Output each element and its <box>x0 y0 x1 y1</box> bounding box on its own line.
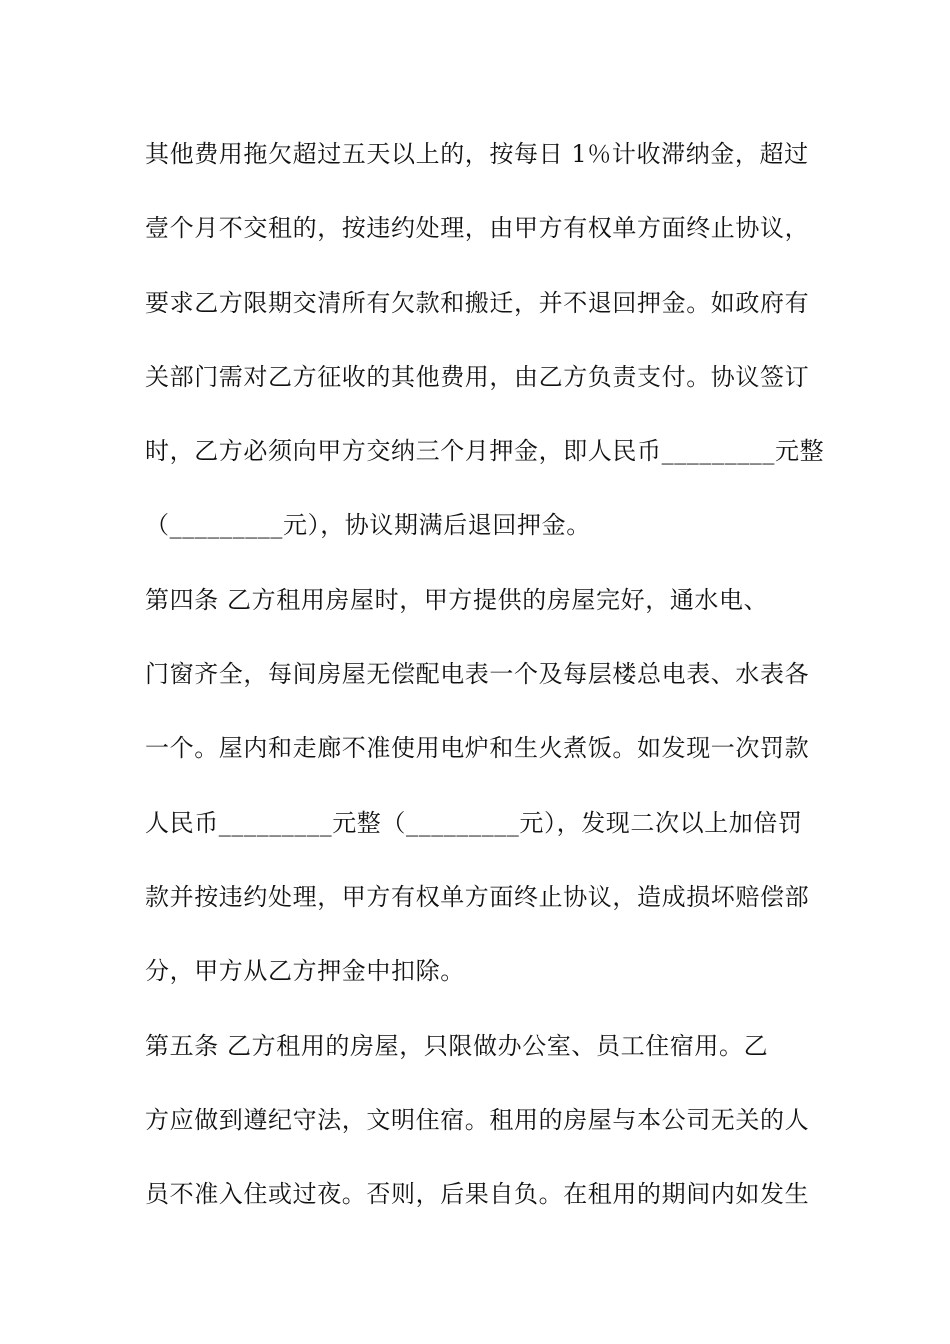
text-line-14: 方应做到遵纪守法，文明住宿。租用的房屋与本公司无关的人 <box>145 1105 810 1134</box>
text-line-3: 要求乙方限期交清所有欠款和搬迁，并不退回押金。如政府有 <box>145 288 810 317</box>
text-line-6: （_________元），协议期满后退回押金。 <box>145 511 591 540</box>
text-line-12: 分，甲方从乙方押金中扣除。 <box>145 957 465 986</box>
text-line-15: 员不准入住或过夜。否则，后果自负。在租用的期间内如发生 <box>145 1180 810 1209</box>
text-line-2: 壹个月不交租的，按违约处理，由甲方有权单方面终止协议， <box>145 214 810 243</box>
text-line-4: 关部门需对乙方征收的其他费用，由乙方负责支付。协议签订 <box>145 362 810 391</box>
text-line-5: 时，乙方必须向甲方交纳三个月押金，即人民币_________元整 <box>145 437 825 466</box>
document-body <box>145 130 825 1244</box>
text-line-10: 人民币_________元整（_________元），发现二次以上加倍罚 <box>145 808 803 837</box>
text-line-7: 第四条 乙方租用房屋时，甲方提供的房屋完好，通水电、 <box>145 585 769 614</box>
text-line-11: 款并按违约处理，甲方有权单方面终止协议，造成损坏赔偿部 <box>145 882 810 911</box>
text-line-13: 第五条 乙方租用的房屋，只限做办公室、员工住宿用。乙 <box>145 1031 769 1060</box>
text-line-1: 其他费用拖欠超过五天以上的，按每日 1％计收滞纳金，超过 <box>145 140 809 168</box>
text-line-9: 一个。屋内和走廊不准使用电炉和生火煮饭。如发现一次罚款 <box>145 734 810 763</box>
text-line-8: 门窗齐全，每间房屋无偿配电表一个及每层楼总电表、水表各 <box>145 660 810 689</box>
